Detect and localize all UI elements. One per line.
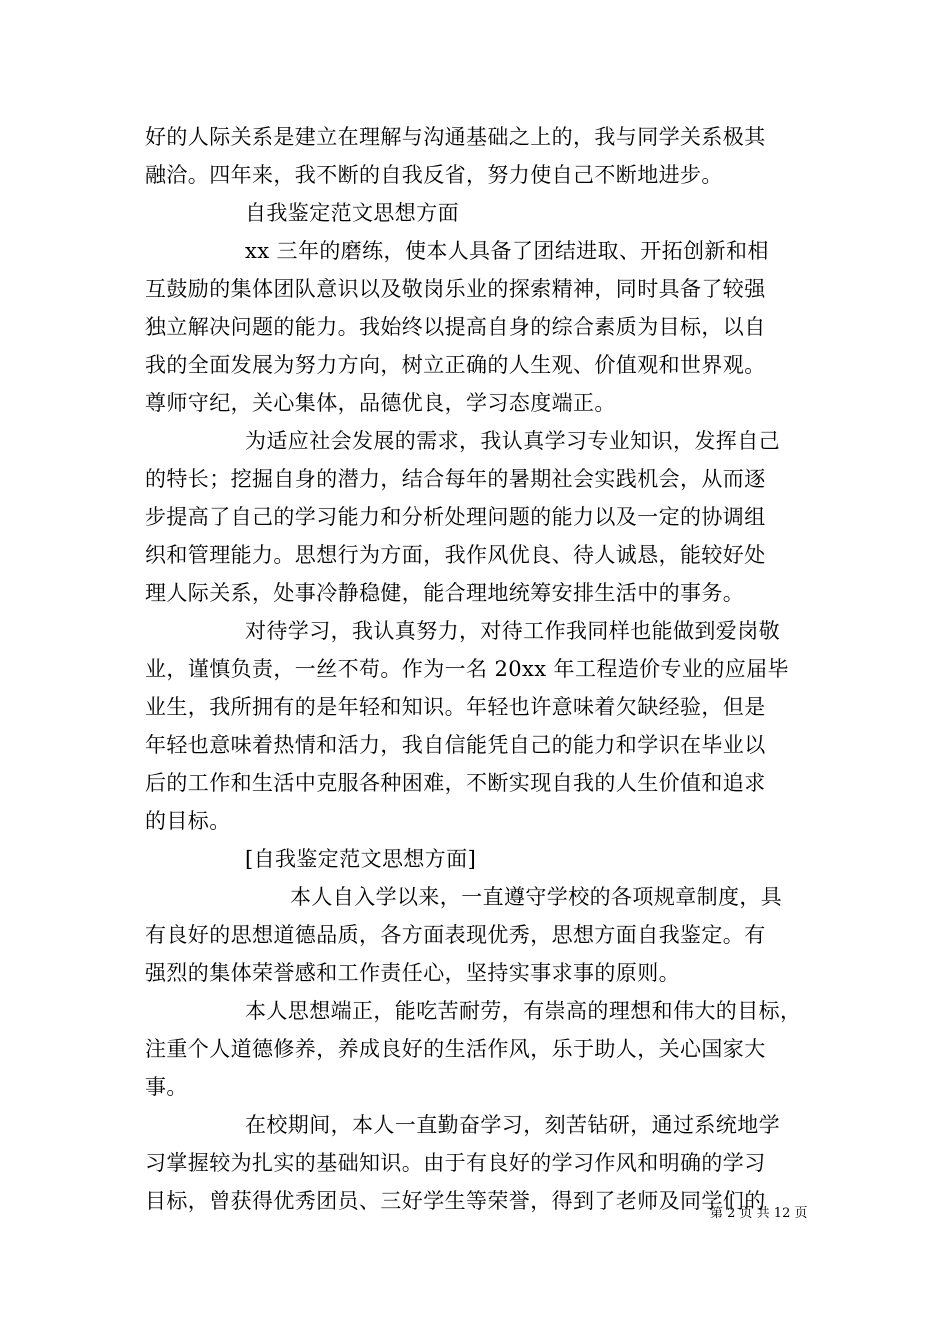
text-line: 事。 [145,1075,188,1099]
text-line: 的特长；挖掘自身的潜力，结合每年的暑期社会实践机会，从而逐 [145,467,766,491]
text-line: 注重个人道德修养，养成良好的生活作风，乐于助人，关心国家大 [145,1037,766,1061]
section-heading: [自我鉴定范文思想方面] [245,847,477,871]
text-line: 融洽。四年来，我不断的自我反省，努力使自己不断地进步。 [145,163,723,187]
text-line: 目标，曾获得优秀团员、三好学生等荣誉，得到了老师及同学们的 [145,1189,766,1213]
text-line: 我的全面发展为努力方向，树立正确的人生观、价值观和世界观。 [145,353,766,377]
text-line: 为适应社会发展的需求，我认真学习专业知识，发挥自己 [245,429,780,453]
text-line: 步提高了自己的学习能力和分析处理问题的能力以及一定的协调组 [145,505,766,529]
text-line: 后的工作和生活中克服各种困难，不断实现自我的人生价值和追求 [145,771,766,795]
text-line: 好的人际关系是建立在理解与沟通基础之上的，我与同学关系极其 [145,125,766,149]
text-line: 年轻也意味着热情和活力，我自信能凭自己的能力和学识在毕业以 [145,733,766,757]
page-number: 第 2 页 共 12 页 [710,1206,808,1221]
text-line: 本人思想端正，能吃苦耐劳，有崇高的理想和伟大的目标， [245,999,802,1023]
text-line: 的目标。 [145,809,231,833]
text-line: 在校期间，本人一直勤奋学习，刻苦钻研，通过系统地学 [245,1113,780,1137]
text-line: 互鼓励的集体团队意识以及敬岗乐业的探索精神，同时具备了较强 [145,277,766,301]
text-line: 织和管理能力。思想行为方面，我作风优良、待人诚恳，能较好处 [145,543,766,567]
text-line: 有良好的思想道德品质，各方面表现优秀，思想方面自我鉴定。有 [145,923,766,947]
text-line: 尊师守纪，关心集体，品德优良，学习态度端正。 [145,391,616,415]
text-line: 对待学习，我认真努力，对待工作我同样也能做到爱岗敬 [245,619,780,643]
text-line: 理人际关系，处事冷静稳健，能合理地统筹安排生活中的事务。 [145,581,745,605]
text-line: 习掌握较为扎实的基础知识。由于有良好的学习作风和明确的学习 [145,1151,766,1175]
text-line: 独立解决问题的能力。我始终以提高自身的综合素质为目标，以自 [145,315,766,339]
text-line: xx 三年的磨练，使本人具备了团结进取、开拓创新和相 [245,239,769,263]
section-heading: 自我鉴定范文思想方面 [245,201,459,225]
text-line: 业生，我所拥有的是年轻和知识。年轻也许意味着欠缺经验，但是 [145,695,766,719]
text-line: 业，谨慎负责，一丝不苟。作为一名 20xx 年工程造价专业的应届毕 [145,657,789,681]
text-line: 强烈的集体荣誉感和工作责任心，坚持实事求事的原则。 [145,961,680,985]
text-line: 本人自入学以来，一直遵守学校的各项规章制度，具 [290,885,783,909]
